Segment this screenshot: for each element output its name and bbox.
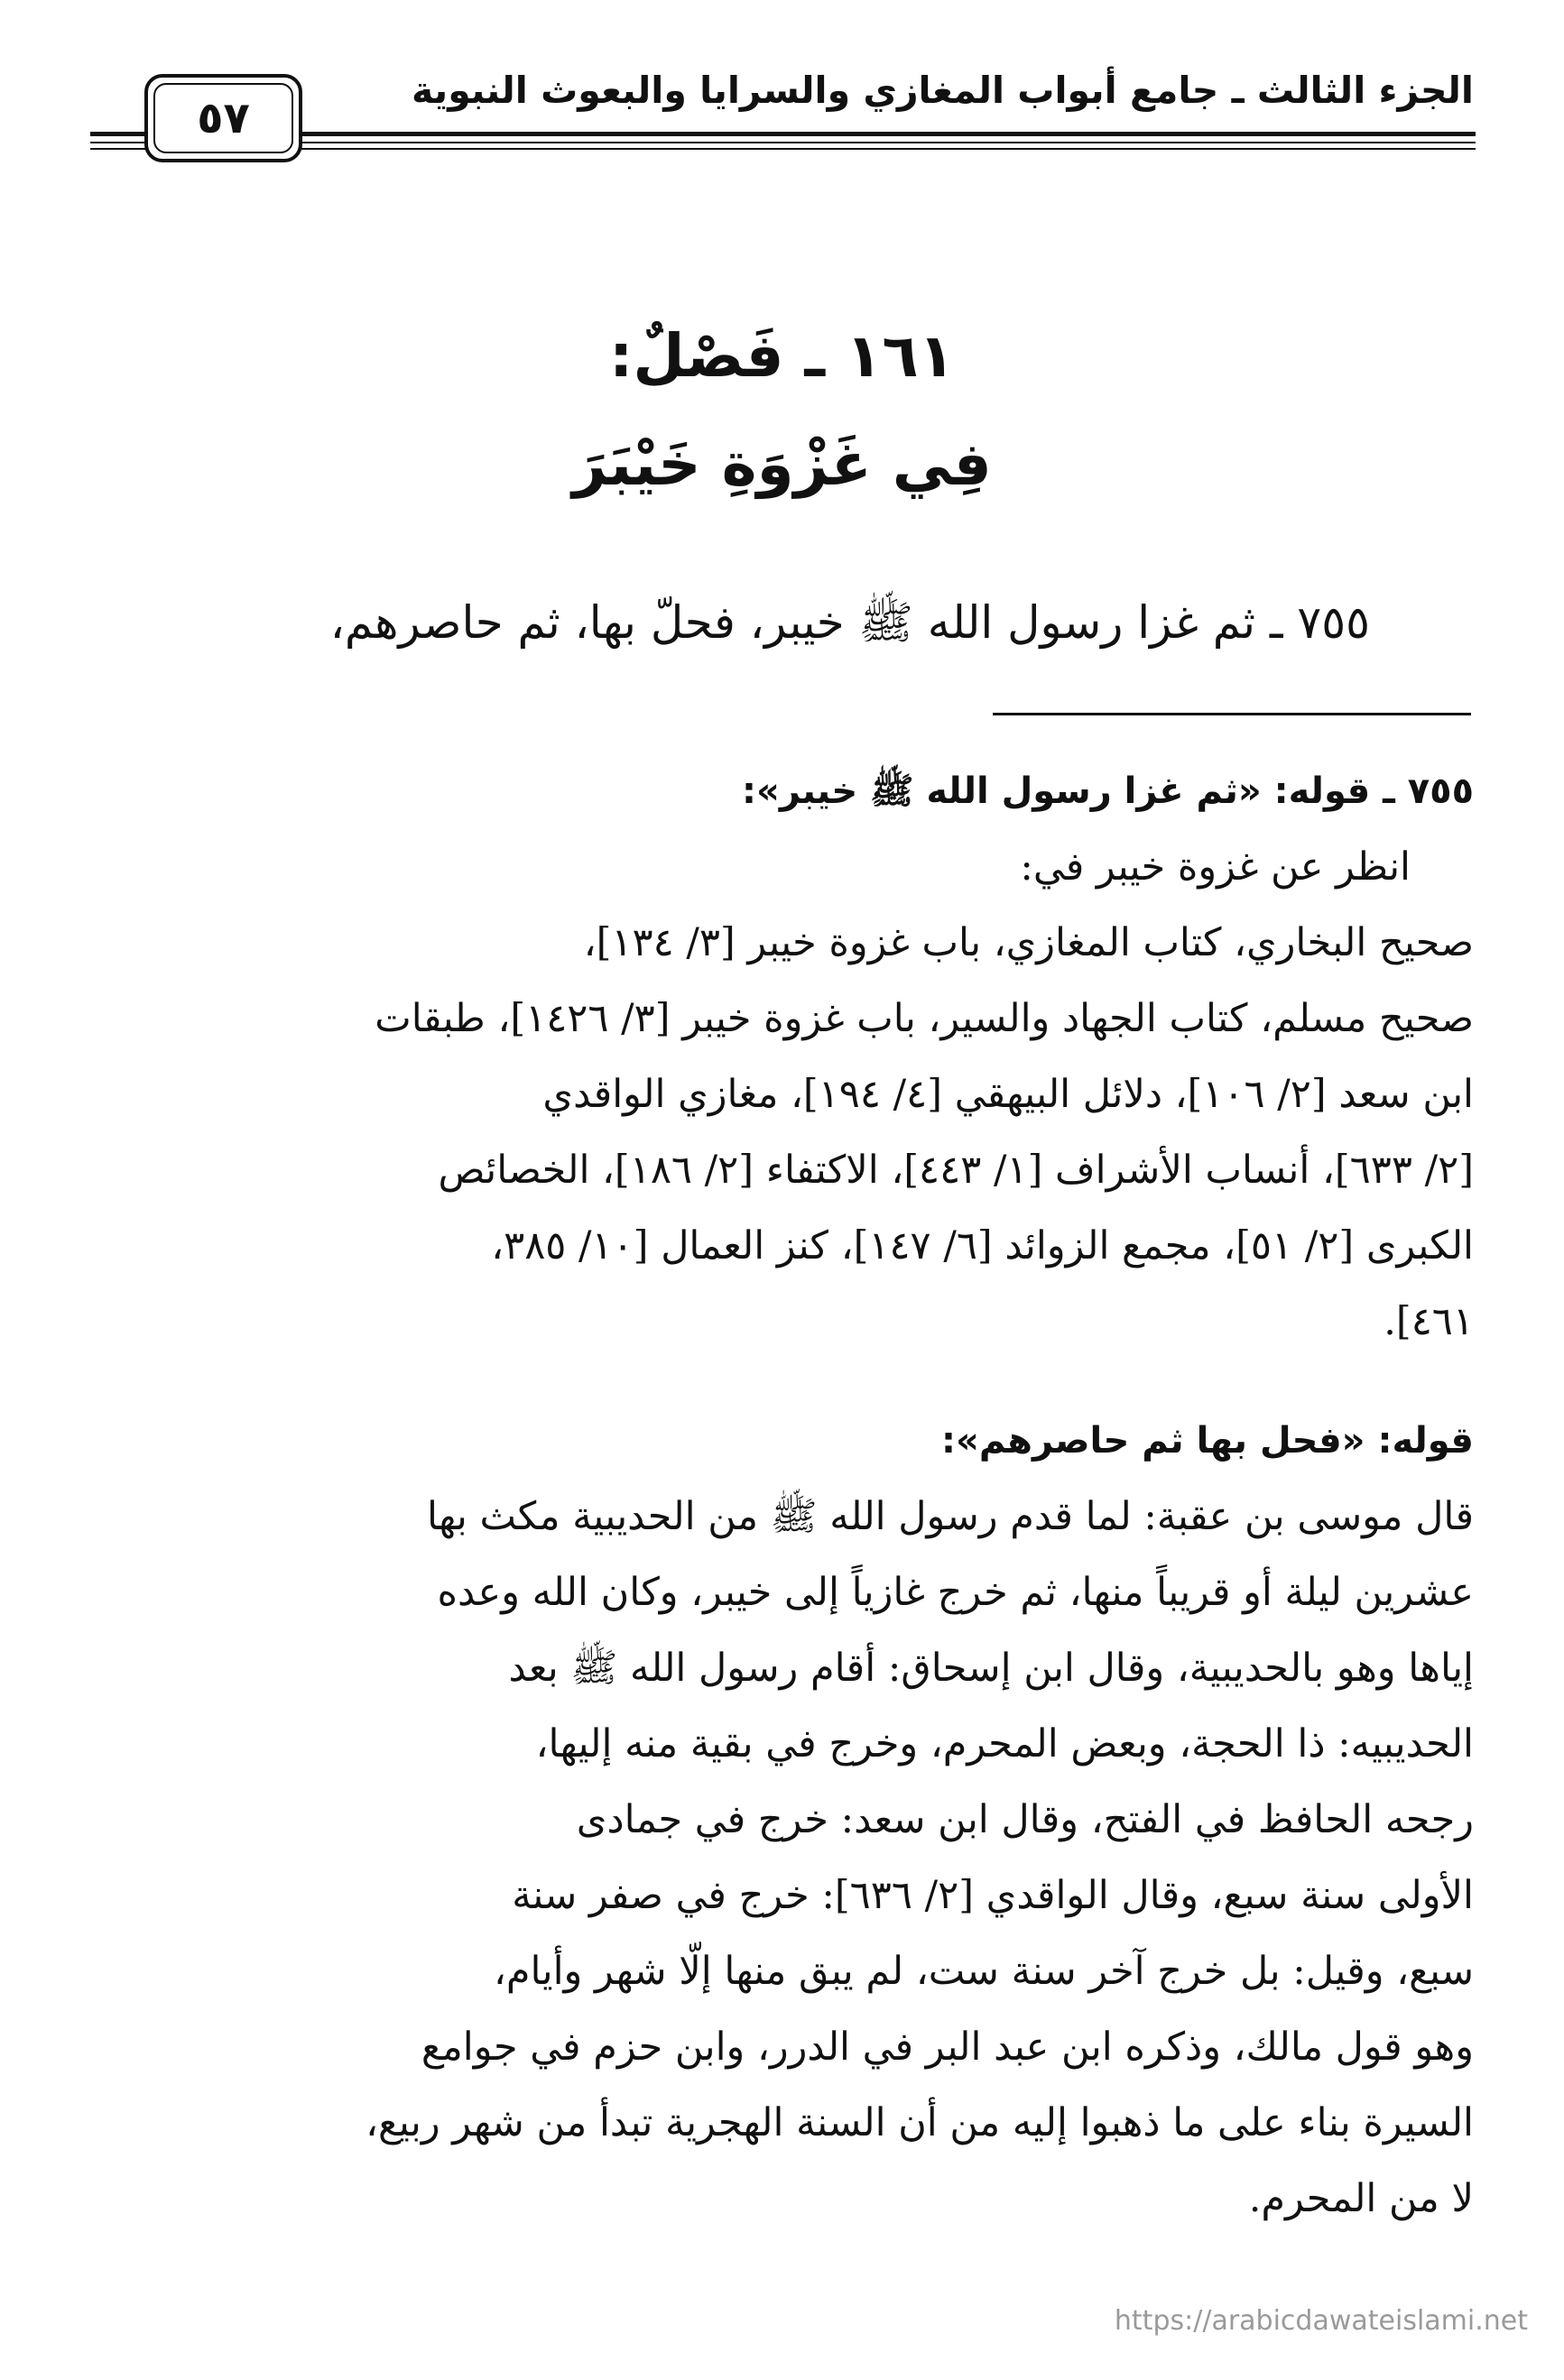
footnote-heading: قوله: «فحل بها ثم حاصرهم»:	[941, 1420, 1474, 1462]
footnote-separator	[993, 713, 1471, 715]
chapter-number-heading: ١٦١ ـ فَصْلٌ:	[609, 321, 955, 391]
footnote-line: ابن سعد [٢/ ١٠٦]، دلائل البيهقي [٤/ ١٩٤]، مغازي الواقدي	[542, 1072, 1474, 1117]
running-header-title: الجزء الثالث ـ جامع أبواب المغازي والسرايا والبعوث النبوية	[411, 69, 1474, 112]
footnote-line: السيرة بناء على ما ذهبوا إليه من أن السنة الهجرية تبدأ من شهر ربيع،	[366, 2100, 1474, 2145]
footnote-line: رجحه الحافظ في الفتح، وقال ابن سعد: خرج في جمادى	[576, 1797, 1474, 1842]
chapter-title: فِي غَزْوَةِ خَيْبَرَ	[572, 429, 992, 499]
footnote-line: سبع، وقيل: بل خرج آخر سنة ست، لم يبق منها إلّا شهر وأيام،	[494, 1949, 1474, 1994]
footnote-line: صحيح مسلم، كتاب الجهاد والسير، باب غزوة خيبر [٣/ ١٤٢٦]، طبقات	[375, 996, 1474, 1041]
footnote-line: إياها وهو بالحديبية، وقال ابن إسحاق: أقام رسول الله ﷺ بعد	[508, 1646, 1474, 1691]
footnote-line: ٤٦١].	[1384, 1299, 1474, 1344]
main-text-paragraph: ٧٥٥ ـ ثم غزا رسول الله ﷺ خيبر، فحلّ بها، ثم حاصرهم،	[329, 596, 1370, 649]
footnote-line: لا من المحرم.	[1248, 2176, 1474, 2221]
footnote-line: الكبرى [٢/ ٥١]، مجمع الزوائد [٦/ ١٤٧]، كنز العمال [١٠/ ٣٨٥،	[491, 1223, 1474, 1268]
footnote-line: الحديبيه: ذا الحجة، وبعض المحرم، وخرج في بقية منه إليها،	[535, 1721, 1474, 1767]
footnote-heading: ٧٥٥ ـ قوله: «ثم غزا رسول الله ﷺ خيبر»:	[741, 770, 1474, 812]
footnote-line: عشرين ليلة أو قريباً منها، ثم خرج غازياً إلى خيبر، وكان الله وعده	[437, 1570, 1474, 1615]
footnote-line: انظر عن غزوة خيبر في:	[1020, 844, 1411, 890]
footnote-block-2	[88, 1403, 1474, 2237]
page-number: ٥٧	[197, 93, 250, 143]
footnote-line: صحيح البخاري، كتاب المغازي، باب غزوة خيبر [٣/ ١٣٤]،	[583, 920, 1474, 965]
footnote-block-1	[88, 753, 1474, 1360]
page-number-frame	[144, 74, 302, 162]
footnote-line: وهو قول مالك، وذكره ابن عبد البر في الدرر، وابن حزم في جوامع	[421, 2025, 1474, 2070]
footnote-line: قال موسى بن عقبة: لما قدم رسول الله ﷺ من الحديبية مكث بها	[426, 1494, 1474, 1539]
footnote-line: [٢/ ٦٣٣]، أنساب الأشراف [١/ ٤٤٣]، الاكتفاء [٢/ ١٨٦]، الخصائص	[438, 1148, 1474, 1193]
footnote-line: الأولى سنة سبع، وقال الواقدي [٢/ ٦٣٦]: خرج في صفر سنة	[512, 1873, 1474, 1918]
watermark-url: https://arabicdawateislami.net	[1114, 2305, 1528, 2337]
